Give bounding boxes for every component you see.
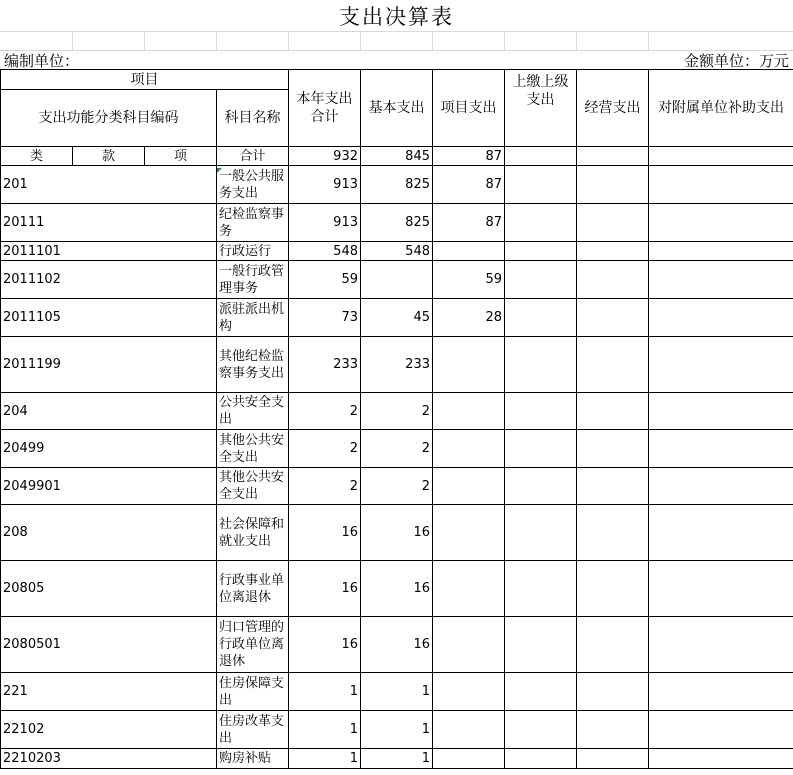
project-amount — [433, 561, 505, 617]
gridline — [432, 31, 433, 50]
header-project: 项目 — [1, 70, 289, 90]
function-code: 2210203 — [1, 749, 217, 769]
business-amount — [577, 299, 649, 337]
subsidy-amount — [649, 261, 793, 299]
subsidy-amount — [649, 393, 793, 430]
upper-amount — [505, 299, 577, 337]
function-code: 2011102 — [1, 261, 217, 299]
upper-amount — [505, 561, 577, 617]
project-amount — [433, 711, 505, 749]
function-code: 2080501 — [1, 617, 217, 673]
header-project-expenditure: 项目支出 — [433, 70, 505, 147]
basic-amount: 2 — [361, 468, 433, 505]
subject-name: 其他纪检监察事务支出 — [217, 337, 289, 393]
summary-basic: 845 — [361, 147, 433, 166]
table-row — [1, 337, 793, 393]
basic-amount: 1 — [361, 749, 433, 769]
project-amount: 87 — [433, 204, 505, 242]
upper-amount — [505, 711, 577, 749]
project-amount: 87 — [433, 166, 505, 204]
subject-name: 行政事业单位离退休 — [217, 561, 289, 617]
gridline — [72, 31, 73, 50]
table-row — [1, 242, 793, 261]
basic-amount: 16 — [361, 505, 433, 561]
function-code: 2011101 — [1, 242, 217, 261]
subject-name: 其他公共安全支出 — [217, 468, 289, 505]
basic-amount: 2 — [361, 393, 433, 430]
basic-amount: 825 — [361, 166, 433, 204]
total-amount: 16 — [289, 561, 361, 617]
table-row — [1, 749, 793, 769]
project-amount — [433, 749, 505, 769]
gridline — [576, 31, 577, 50]
business-amount — [577, 430, 649, 468]
subject-name: 购房补贴 — [217, 749, 289, 769]
table-row — [1, 561, 793, 617]
function-code: 20805 — [1, 561, 217, 617]
gridline — [216, 31, 217, 50]
basic-amount: 16 — [361, 561, 433, 617]
total-amount: 16 — [289, 617, 361, 673]
header-basic: 基本支出 — [361, 70, 433, 147]
amount-unit-label: 金额单位：万元 — [683, 52, 789, 70]
upper-amount — [505, 505, 577, 561]
project-amount: 59 — [433, 261, 505, 299]
table-row — [1, 261, 793, 299]
business-amount — [577, 166, 649, 204]
table-row — [1, 711, 793, 749]
gridline — [648, 31, 649, 50]
upper-amount — [505, 468, 577, 505]
summary-business — [577, 147, 649, 166]
function-code: 20111 — [1, 204, 217, 242]
basic-amount: 548 — [361, 242, 433, 261]
subject-name: 一般公共服务支出 — [217, 166, 289, 204]
subject-name: 住房改革支出 — [217, 711, 289, 749]
basic-amount: 16 — [361, 617, 433, 673]
upper-amount — [505, 242, 577, 261]
header-kuan: 款 — [73, 147, 145, 166]
subject-name: 归口管理的行政单位离退休 — [217, 617, 289, 673]
basic-amount: 825 — [361, 204, 433, 242]
function-code: 201 — [1, 166, 217, 204]
project-amount — [433, 468, 505, 505]
subject-name: 纪检监察事务 — [217, 204, 289, 242]
page-title: 支出决算表 — [339, 5, 454, 29]
upper-amount — [505, 430, 577, 468]
total-amount: 913 — [289, 204, 361, 242]
gridline — [504, 31, 505, 50]
table-row — [1, 505, 793, 561]
business-amount — [577, 337, 649, 393]
table-row — [1, 430, 793, 468]
subject-name: 公共安全支出 — [217, 393, 289, 430]
gridline — [288, 31, 289, 50]
project-amount — [433, 393, 505, 430]
table-row — [1, 204, 793, 242]
table-row — [1, 166, 793, 204]
business-amount — [577, 673, 649, 711]
function-code: 22102 — [1, 711, 217, 749]
header-function-code: 支出功能分类科目编码 — [1, 90, 217, 147]
project-amount: 28 — [433, 299, 505, 337]
summary-upper — [505, 147, 577, 166]
total-amount: 2 — [289, 393, 361, 430]
total-amount: 2 — [289, 468, 361, 505]
header-upper-remittance: 上缴上级支出 — [505, 70, 577, 147]
basic-amount: 1 — [361, 711, 433, 749]
subsidy-amount — [649, 430, 793, 468]
summary-project: 87 — [433, 147, 505, 166]
upper-amount — [505, 337, 577, 393]
function-code: 204 — [1, 393, 217, 430]
header-business: 经营支出 — [577, 70, 649, 147]
compiling-unit-label: 编制单位： — [4, 52, 80, 70]
business-amount — [577, 242, 649, 261]
upper-amount — [505, 749, 577, 769]
table-row — [1, 299, 793, 337]
function-code: 208 — [1, 505, 217, 561]
subsidy-amount — [649, 299, 793, 337]
function-code: 2049901 — [1, 468, 217, 505]
business-amount — [577, 261, 649, 299]
subject-name: 派驻派出机构 — [217, 299, 289, 337]
function-code: 2011199 — [1, 337, 217, 393]
subsidy-amount — [649, 711, 793, 749]
business-amount — [577, 711, 649, 749]
subsidy-amount — [649, 561, 793, 617]
total-amount: 1 — [289, 673, 361, 711]
summary-total: 932 — [289, 147, 361, 166]
subsidy-amount — [649, 242, 793, 261]
upper-amount — [505, 617, 577, 673]
upper-amount — [505, 166, 577, 204]
gridline — [360, 31, 361, 50]
subsidy-amount — [649, 204, 793, 242]
business-amount — [577, 505, 649, 561]
subject-name: 社会保障和就业支出 — [217, 505, 289, 561]
header-xiang: 项 — [145, 147, 217, 166]
upper-amount — [505, 673, 577, 711]
basic-amount: 2 — [361, 430, 433, 468]
basic-amount: 45 — [361, 299, 433, 337]
gridline — [144, 31, 145, 50]
function-code: 20499 — [1, 430, 217, 468]
business-amount — [577, 204, 649, 242]
function-code: 221 — [1, 673, 217, 711]
basic-amount: 233 — [361, 337, 433, 393]
upper-amount — [505, 393, 577, 430]
subsidy-amount — [649, 617, 793, 673]
total-amount: 2 — [289, 430, 361, 468]
subsidy-amount — [649, 505, 793, 561]
basic-amount: 1 — [361, 673, 433, 711]
business-amount — [577, 468, 649, 505]
project-amount — [433, 430, 505, 468]
project-amount — [433, 337, 505, 393]
expenditure-table — [0, 69, 793, 769]
header-subject-name: 科目名称 — [217, 90, 289, 147]
subsidy-amount — [649, 337, 793, 393]
subject-name: 住房保障支出 — [217, 673, 289, 711]
total-amount: 913 — [289, 166, 361, 204]
total-amount: 16 — [289, 505, 361, 561]
upper-amount — [505, 261, 577, 299]
table-row — [1, 673, 793, 711]
table-row — [1, 468, 793, 505]
gridline — [0, 31, 793, 32]
total-amount: 73 — [289, 299, 361, 337]
subsidy-amount — [649, 749, 793, 769]
business-amount — [577, 561, 649, 617]
subject-name: 其他公共安全支出 — [217, 430, 289, 468]
header-total: 本年支出合计 — [289, 70, 361, 147]
subsidy-amount — [649, 673, 793, 711]
project-amount — [433, 617, 505, 673]
total-amount: 1 — [289, 749, 361, 769]
total-amount: 1 — [289, 711, 361, 749]
subsidy-amount — [649, 468, 793, 505]
total-amount: 548 — [289, 242, 361, 261]
basic-amount — [361, 261, 433, 299]
header-subsidy: 对附属单位补助支出 — [649, 70, 793, 147]
header-lei: 类 — [1, 147, 73, 166]
total-amount: 59 — [289, 261, 361, 299]
business-amount — [577, 617, 649, 673]
subsidy-amount — [649, 166, 793, 204]
upper-amount — [505, 204, 577, 242]
cell-comment-indicator — [217, 168, 222, 173]
project-amount — [433, 242, 505, 261]
business-amount — [577, 749, 649, 769]
table-row — [1, 617, 793, 673]
project-amount — [433, 505, 505, 561]
table-row — [1, 393, 793, 430]
subject-name: 一般行政管理事务 — [217, 261, 289, 299]
project-amount — [433, 673, 505, 711]
summary-subsidy — [649, 147, 793, 166]
summary-name: 合计 — [217, 147, 289, 166]
subject-name: 行政运行 — [217, 242, 289, 261]
function-code: 2011105 — [1, 299, 217, 337]
business-amount — [577, 393, 649, 430]
gridline — [0, 50, 793, 51]
total-amount: 233 — [289, 337, 361, 393]
